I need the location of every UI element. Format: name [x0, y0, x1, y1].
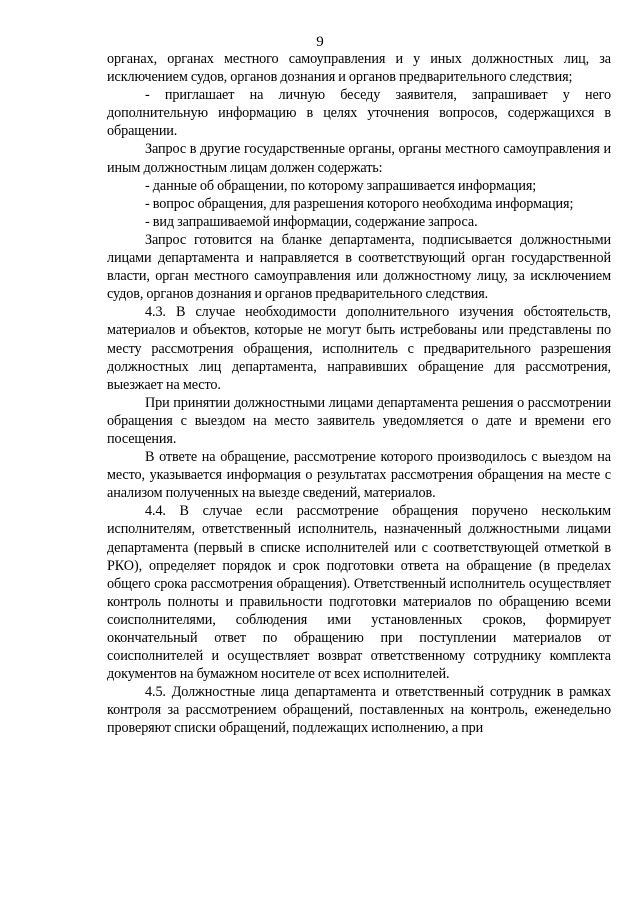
list-item: - данные об обращении, по которому запрашивается информация; [145, 177, 537, 194]
page-number: 9 [316, 34, 324, 50]
paragraph: В ответе на обращение, рассмотрение которого производилось с выездом на место, указывается информация о результатах рассмотрения обращения на месте с анализом полученных на выезде сведений, материалов. [107, 449, 611, 502]
paragraph: При принятии должностными лицами департамента решения о рассмотрении обращения с выездом на место заявитель уведомляется о дате и времени его посещения. [107, 394, 611, 447]
paragraph: Запрос в другие государственные органы, органы местного самоуправления и иным должностным лицам должен содержать: [107, 141, 611, 176]
section-4-3-paragraph: 4.3. В случае необходимости дополнительного изучения обстоятельств, материалов и объектов, которые не могут быть истребованы или представлены по месту рассмотрения обращения, исполнитель с предварительного разрешения должностных лиц департамента, направивших обращение для рассмотрения, выезжает на место. [107, 304, 611, 393]
section-4-5-paragraph: 4.5. Должностные лица департамента и ответственный сотрудник в рамках контроля за рассмотрением обращений, поставленных на контроль, еженедельно проверяют списки обращений, подлежащих исполнению, а при [107, 684, 611, 737]
paragraph: органах, органах местного самоуправления и у иных должностных лиц, за исключением судов, органов дознания и органов предварительного следствия; [107, 51, 611, 86]
section-4-4-paragraph: 4.4. В случае если рассмотрение обращения поручено нескольким исполнителям, ответственный исполнитель, назначенный должностными лицами департамента (первый в списке исполнителей или с соответствующей отметкой в РКО), определяет порядок и срок подготовки ответа на обращение (в пределах общего срока рассмотрения обращения). Ответственный исполнитель осуществляет контроль полноты и правильности подготовки материалов по обращению всеми соисполнителями, соблюдения ими установленных сроков, формирует окончательный ответ по обращению при поступлении материалов от соисполнителей и осуществляет возврат ответственному сотруднику комплекта документов на бумажном носителе от всех исполнителей. [107, 503, 611, 683]
list-item: - вопрос обращения, для разрешения которого необходима информация; [145, 195, 574, 212]
list-item: - вид запрашиваемой информации, содержание запроса. [145, 213, 478, 230]
paragraph: - приглашает на личную беседу заявителя, запрашивает у него дополнительную информацию в целях уточнения вопросов, содержащихся в обращении. [107, 87, 611, 140]
document-body [107, 50, 611, 738]
paragraph: Запрос готовится на бланке департамента, подписывается должностными лицами департамента и направляется в соответствующий орган государственной власти, орган местного самоуправления или должностному лицу, за исключением судов, органов дознания и органов предварительного следствия. [107, 231, 611, 303]
